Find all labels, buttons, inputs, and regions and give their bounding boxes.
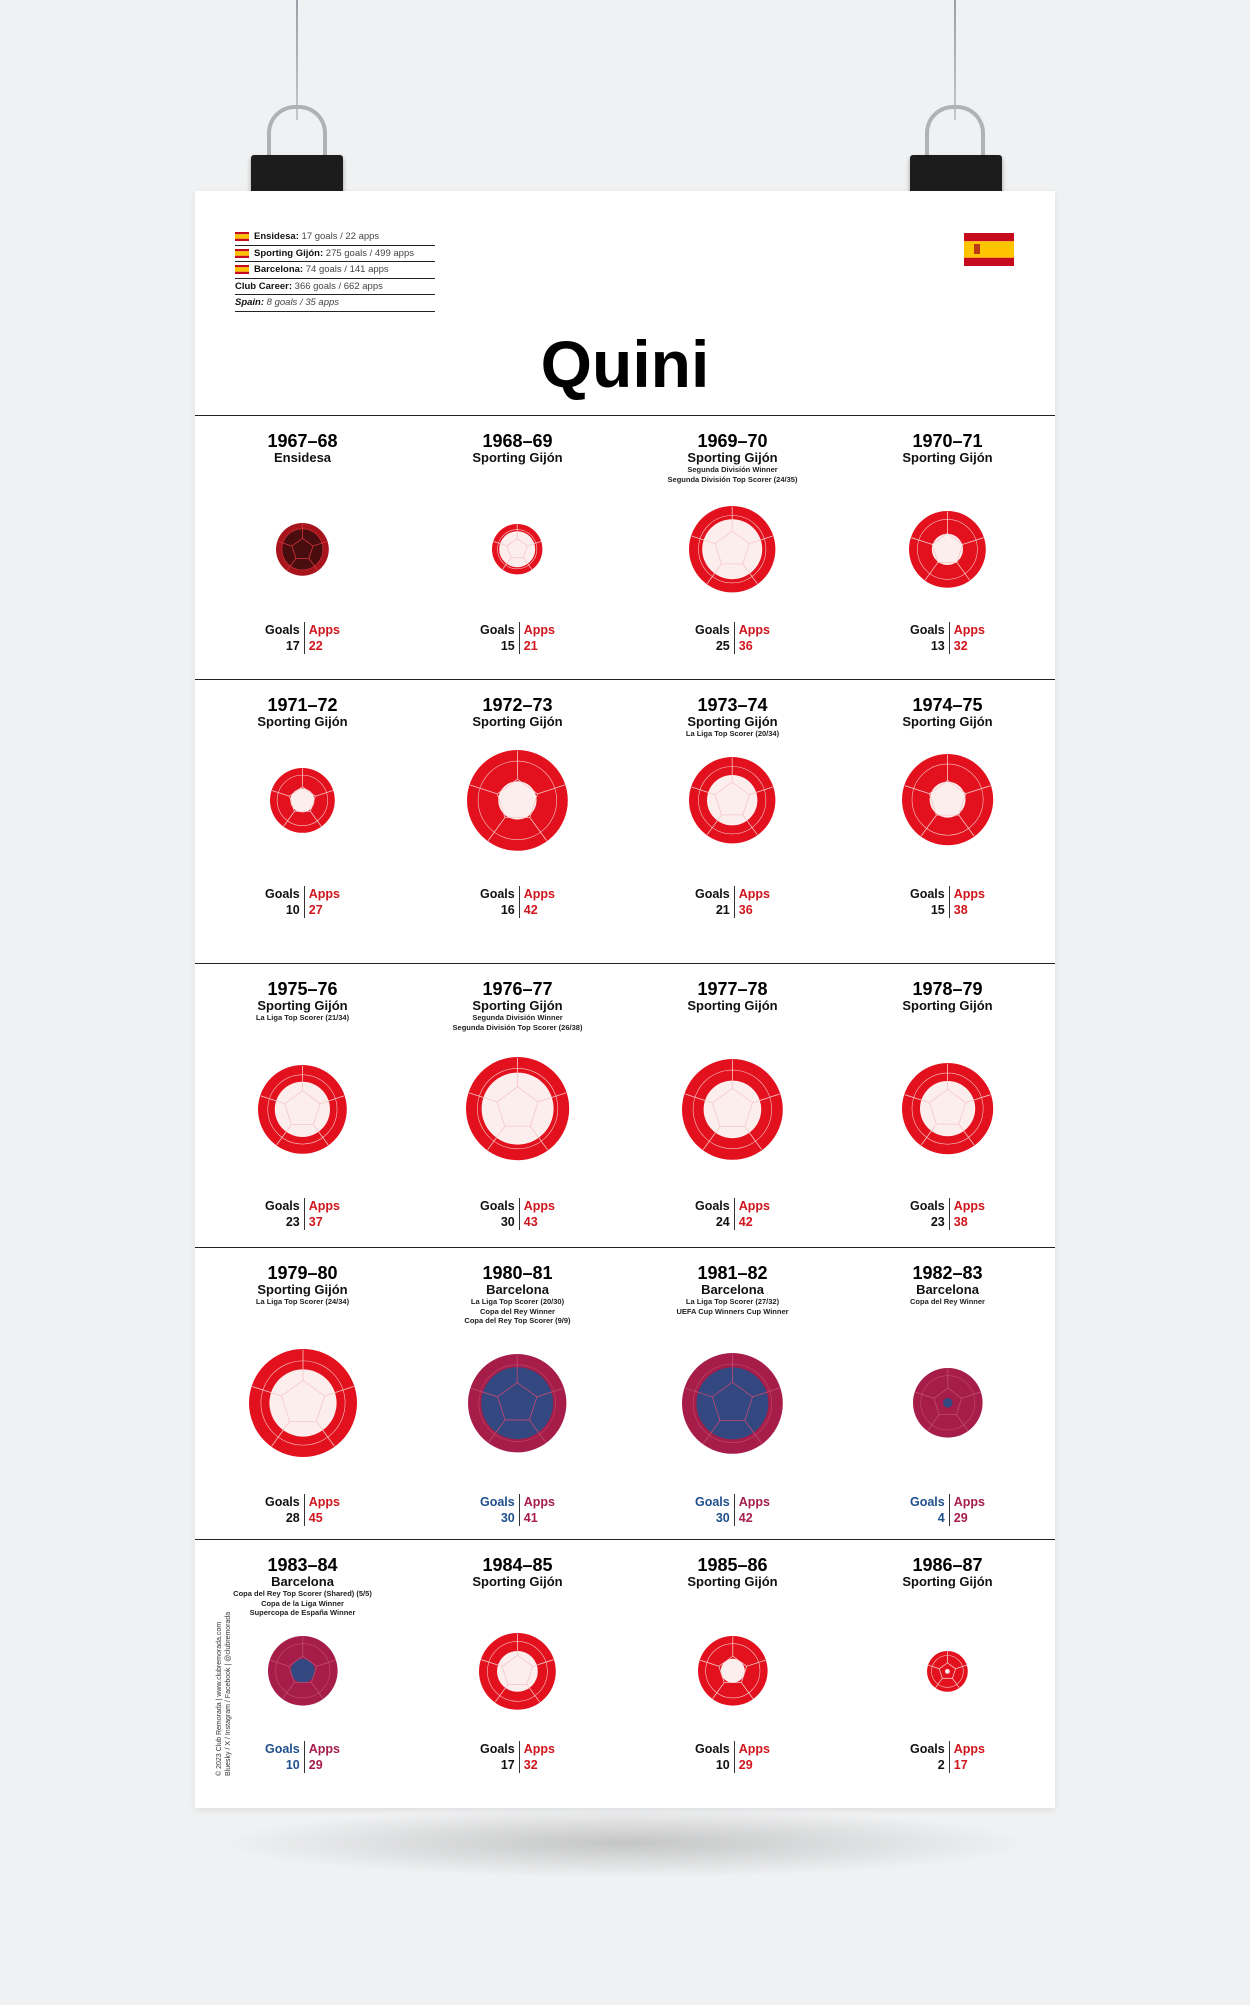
poster (195, 191, 1055, 1808)
apps-label: Apps (953, 1742, 985, 1756)
football-icon (256, 1063, 349, 1156)
apps-label: Apps (523, 1199, 555, 1213)
goals-value: 30 (500, 1511, 515, 1525)
club-name: Sporting Gijón (472, 714, 563, 729)
season-stats (840, 886, 1055, 918)
career-club: Sporting Gijón: (254, 247, 324, 259)
season-card (840, 680, 1055, 963)
career-text (254, 231, 379, 242)
apps-column (950, 1494, 985, 1526)
season-label: 1980–81 (482, 1263, 553, 1283)
season-label: 1974–75 (912, 695, 983, 715)
apps-column (735, 1494, 770, 1526)
goals-column (480, 1741, 520, 1773)
ball-graphic (840, 752, 1055, 847)
goals-circle (497, 1651, 538, 1692)
season-card (840, 416, 1055, 679)
apps-column (950, 1198, 985, 1230)
apps-value: 36 (738, 903, 753, 917)
apps-value: 37 (308, 1215, 323, 1229)
honour-text: La Liga Top Scorer (20/34) (685, 729, 780, 738)
season-label: 1978–79 (912, 979, 983, 999)
ball-graphic (410, 748, 625, 853)
season-card (195, 964, 410, 1247)
apps-label: Apps (738, 1742, 770, 1756)
apps-label: Apps (953, 1199, 985, 1213)
goals-column (910, 1494, 950, 1526)
honour-text: Segunda División Winner (472, 1013, 563, 1022)
goals-column (695, 1494, 735, 1526)
spain-flag-mini-icon (235, 265, 249, 274)
goals-value: 30 (715, 1511, 730, 1525)
football-icon (907, 509, 988, 590)
football-icon (477, 1631, 558, 1712)
goals-column (695, 886, 735, 918)
season-label: 1982–83 (912, 1263, 983, 1283)
apps-label: Apps (738, 1495, 770, 1509)
apps-label: Apps (738, 623, 770, 637)
spain-flag-mini-icon (235, 249, 249, 258)
season-card (625, 680, 840, 963)
season-card (840, 1248, 1055, 1539)
ball-graphic (840, 1366, 1055, 1440)
goals-value: 10 (715, 1758, 730, 1772)
season-card (625, 1540, 840, 1840)
season-stats (195, 622, 410, 654)
apps-label: Apps (738, 1199, 770, 1213)
apps-value: 29 (308, 1758, 323, 1772)
season-label: 1967–68 (267, 431, 338, 451)
goals-circle (290, 788, 314, 812)
football-icon (466, 1352, 568, 1454)
honour-text: Copa del Rey Winner (910, 1297, 985, 1306)
goals-column (480, 622, 520, 654)
career-club: Barcelona: (254, 264, 304, 276)
club-name: Ensidesa (273, 450, 332, 465)
apps-label: Apps (308, 1495, 340, 1509)
season-label: 1981–82 (697, 1263, 768, 1283)
apps-column (950, 1741, 985, 1773)
apps-value: 41 (523, 1511, 538, 1525)
season-stats (410, 1198, 625, 1230)
season-grid (195, 415, 1055, 1840)
club-name: Sporting Gijón (902, 1574, 993, 1589)
goals-label: Goals (910, 1495, 945, 1509)
season-card (410, 1540, 625, 1840)
ball-graphic (410, 1352, 625, 1454)
hanging-wire-right (954, 0, 956, 120)
season-card (410, 680, 625, 963)
apps-value: 27 (308, 903, 323, 917)
goals-column (910, 622, 950, 654)
goals-label: Goals (695, 1199, 730, 1213)
football-icon (268, 766, 337, 835)
club-name: Sporting Gijón (687, 998, 778, 1013)
player-name-title: Quini (540, 327, 710, 401)
season-card (195, 1248, 410, 1539)
apps-label: Apps (953, 887, 985, 901)
season-card (410, 964, 625, 1247)
goals-label: Goals (910, 1742, 945, 1756)
football-icon (274, 521, 331, 578)
season-card (195, 680, 410, 963)
honour-text: La Liga Top Scorer (20/30) (470, 1297, 565, 1306)
club-name: Barcelona (701, 1282, 764, 1297)
career-stats: 17 goals / 22 apps (301, 231, 380, 243)
football-icon (900, 1061, 995, 1156)
season-stats (195, 1494, 410, 1526)
season-label: 1970–71 (912, 431, 983, 451)
goals-value: 24 (715, 1215, 730, 1229)
football-icon (911, 1366, 985, 1440)
apps-column (520, 1198, 555, 1230)
season-stats (195, 1198, 410, 1230)
career-stats: 8 goals / 35 apps (266, 297, 340, 309)
goals-label: Goals (910, 1199, 945, 1213)
goals-value: 4 (937, 1511, 945, 1525)
apps-label: Apps (308, 623, 340, 637)
season-stats (410, 622, 625, 654)
apps-column (305, 886, 340, 918)
club-name: Barcelona (271, 1574, 334, 1589)
club-name: Sporting Gijón (902, 450, 993, 465)
apps-value: 38 (953, 903, 968, 917)
honour-text: Copa del Rey Winner (480, 1306, 555, 1316)
apps-column (520, 622, 555, 654)
goals-label: Goals (695, 887, 730, 901)
apps-value: 42 (738, 1511, 753, 1525)
club-name: Barcelona (486, 1282, 549, 1297)
goals-label: Goals (480, 887, 515, 901)
season-label: 1986–87 (912, 1555, 983, 1575)
spain-flag-mini-icon (235, 232, 249, 241)
season-label: 1975–76 (267, 979, 338, 999)
apps-column (520, 1741, 555, 1773)
career-stats: 74 goals / 141 apps (305, 264, 389, 276)
honour-text: Copa del Rey Top Scorer (9/9) (464, 1316, 571, 1325)
career-summary (235, 229, 435, 312)
goals-value: 25 (715, 639, 730, 653)
goals-column (265, 622, 305, 654)
season-row (195, 1539, 1055, 1840)
apps-column (520, 886, 555, 918)
goals-circle (704, 1080, 762, 1138)
goals-column (910, 1198, 950, 1230)
football-icon (464, 1055, 571, 1162)
ball-graphic (410, 1055, 625, 1162)
football-icon (696, 1634, 770, 1708)
club-name: Sporting Gijón (472, 1574, 563, 1589)
season-label: 1969–70 (697, 431, 768, 451)
goals-label: Goals (910, 887, 945, 901)
goals-label: Goals (480, 1199, 515, 1213)
football-icon (687, 504, 777, 594)
credits-line-1: © 2023 Club Remorada | www.clubremorada.com (216, 1621, 223, 1776)
apps-value: 45 (308, 1511, 323, 1525)
goals-column (480, 1494, 520, 1526)
honour-text: UEFA Cup Winners Cup Winner (676, 1306, 789, 1316)
club-name: Sporting Gijón (257, 1282, 348, 1297)
club-name: Sporting Gijón (687, 450, 778, 465)
season-label: 1973–74 (697, 695, 768, 715)
credits-line-2: Bluesky / X / Instagram / Facebook | @clubremorada (225, 1611, 232, 1776)
career-row (235, 279, 435, 296)
season-label: 1979–80 (267, 1263, 338, 1283)
career-row (235, 262, 435, 279)
apps-label: Apps (523, 887, 555, 901)
apps-label: Apps (953, 1495, 985, 1509)
club-name: Sporting Gijón (687, 1574, 778, 1589)
ball-graphic (625, 755, 840, 845)
honour-text: Segunda División Top Scorer (26/38) (452, 1022, 583, 1032)
goals-column (265, 1494, 305, 1526)
apps-value: 38 (953, 1215, 968, 1229)
honour-text: Supercopa de España Winner (249, 1608, 356, 1617)
season-row (195, 679, 1055, 963)
ball-graphic (410, 522, 625, 576)
season-card (840, 1540, 1055, 1840)
apps-value: 42 (738, 1215, 753, 1229)
season-stats (625, 1198, 840, 1230)
club-name: Sporting Gijón (902, 998, 993, 1013)
apps-value: 32 (953, 639, 968, 653)
honour-text: La Liga Top Scorer (27/32) (685, 1297, 780, 1306)
honour-text: La Liga Top Scorer (24/34) (255, 1297, 350, 1306)
goals-value: 2 (937, 1758, 945, 1772)
club-name: Sporting Gijón (472, 450, 563, 465)
season-stats (625, 1741, 840, 1773)
ball-graphic (410, 1631, 625, 1712)
apps-column (305, 622, 340, 654)
football-icon (247, 1347, 359, 1459)
season-card (410, 416, 625, 679)
apps-value: 21 (523, 639, 538, 653)
goals-value: 10 (285, 903, 300, 917)
season-card (625, 416, 840, 679)
club-name: Sporting Gijón (257, 714, 348, 729)
season-stats (840, 1741, 1055, 1773)
season-label: 1968–69 (482, 431, 553, 451)
football-icon (680, 1351, 785, 1456)
goals-label: Goals (480, 1742, 515, 1756)
football-icon (266, 1634, 340, 1708)
apps-column (735, 886, 770, 918)
goals-value: 23 (930, 1215, 945, 1229)
season-label: 1977–78 (697, 979, 768, 999)
season-row (195, 1247, 1055, 1539)
season-card (840, 964, 1055, 1247)
credits (215, 1612, 233, 1776)
apps-value: 29 (953, 1511, 968, 1525)
goals-label: Goals (265, 1199, 300, 1213)
season-label: 1985–86 (697, 1555, 768, 1575)
goals-circle (932, 533, 963, 564)
season-stats (410, 1741, 625, 1773)
club-name: Sporting Gijón (902, 714, 993, 729)
goals-value: 15 (500, 639, 515, 653)
apps-value: 22 (308, 639, 323, 653)
season-card (625, 964, 840, 1247)
goals-circle (943, 1398, 953, 1408)
apps-column (305, 1198, 340, 1230)
goals-label: Goals (265, 887, 300, 901)
apps-label: Apps (523, 623, 555, 637)
career-club: Spain: (235, 297, 265, 309)
season-card (410, 1248, 625, 1539)
goals-column (265, 1198, 305, 1230)
goals-value: 15 (930, 903, 945, 917)
goals-label: Goals (480, 623, 515, 637)
goals-label: Goals (695, 1742, 730, 1756)
ball-graphic (195, 1063, 410, 1156)
goals-label: Goals (265, 1742, 300, 1756)
club-name: Sporting Gijón (257, 998, 348, 1013)
season-label: 1984–85 (482, 1555, 553, 1575)
ball-graphic (625, 1351, 840, 1456)
apps-column (520, 1494, 555, 1526)
honour-text: Copa de la Liga Winner (261, 1598, 344, 1608)
apps-label: Apps (308, 1199, 340, 1213)
season-stats (840, 1198, 1055, 1230)
apps-column (950, 886, 985, 918)
goals-value: 17 (285, 639, 300, 653)
goals-label: Goals (695, 623, 730, 637)
football-icon (465, 748, 570, 853)
career-stats: 366 goals / 662 apps (294, 280, 383, 292)
goals-value: 23 (285, 1215, 300, 1229)
apps-label: Apps (308, 887, 340, 901)
season-stats (195, 886, 410, 918)
ball-graphic (840, 1061, 1055, 1156)
ball-graphic (195, 766, 410, 835)
goals-value: 30 (500, 1215, 515, 1229)
career-club: Ensidesa: (254, 231, 299, 243)
season-card (625, 1248, 840, 1539)
goals-label: Goals (480, 1495, 515, 1509)
ball-graphic (840, 1649, 1055, 1694)
season-label: 1972–73 (482, 695, 553, 715)
apps-value: 32 (523, 1758, 538, 1772)
honour-text: Copa del Rey Top Scorer (Shared) (5/5) (233, 1589, 372, 1598)
goals-value: 16 (500, 903, 515, 917)
apps-column (735, 622, 770, 654)
football-icon (900, 752, 995, 847)
season-stats (840, 1494, 1055, 1526)
football-icon (680, 1057, 785, 1162)
apps-value: 29 (738, 1758, 753, 1772)
goals-label: Goals (910, 623, 945, 637)
club-name: Barcelona (916, 1282, 979, 1297)
goals-column (480, 1198, 520, 1230)
hanging-wire-left (296, 0, 298, 120)
season-label: 1983–84 (267, 1555, 338, 1575)
goals-label: Goals (695, 1495, 730, 1509)
season-row (195, 415, 1055, 679)
career-row (235, 229, 435, 246)
goals-column (695, 1198, 735, 1230)
ball-graphic (195, 521, 410, 578)
ball-graphic (195, 1347, 410, 1459)
career-text (235, 297, 339, 308)
goals-value: 17 (500, 1758, 515, 1772)
goals-value: 21 (715, 903, 730, 917)
ball-graphic (840, 509, 1055, 590)
club-name: Sporting Gijón (472, 998, 563, 1013)
ball-graphic (625, 1057, 840, 1162)
apps-column (735, 1741, 770, 1773)
goals-label: Goals (265, 623, 300, 637)
ball-graphic (625, 504, 840, 594)
season-stats (625, 622, 840, 654)
apps-column (950, 622, 985, 654)
goals-circle (945, 1669, 950, 1674)
goals-label: Goals (265, 1495, 300, 1509)
season-row (195, 963, 1055, 1247)
goals-column (265, 1741, 305, 1773)
spain-flag-icon (964, 233, 1014, 266)
goals-column (910, 886, 950, 918)
season-stats (840, 622, 1055, 654)
apps-column (305, 1494, 340, 1526)
goals-circle (707, 775, 757, 825)
career-row (235, 295, 435, 312)
apps-column (305, 1741, 340, 1773)
season-stats (410, 886, 625, 918)
goals-value: 28 (285, 1511, 300, 1525)
season-label: 1976–77 (482, 979, 553, 999)
goals-column (480, 886, 520, 918)
apps-label: Apps (953, 623, 985, 637)
ball-graphic (625, 1634, 840, 1708)
season-stats (625, 1494, 840, 1526)
apps-label: Apps (738, 887, 770, 901)
career-stats: 275 goals / 499 apps (325, 247, 414, 259)
apps-column (735, 1198, 770, 1230)
season-label: 1971–72 (267, 695, 338, 715)
apps-value: 43 (523, 1215, 538, 1229)
honour-text: Segunda División Winner (687, 465, 778, 474)
goals-column (695, 1741, 735, 1773)
goals-value: 13 (930, 639, 945, 653)
goals-column (265, 886, 305, 918)
apps-value: 36 (738, 639, 753, 653)
season-card (195, 416, 410, 679)
apps-value: 17 (953, 1758, 968, 1772)
career-text (235, 281, 383, 292)
season-stats (625, 886, 840, 918)
club-name: Sporting Gijón (687, 714, 778, 729)
football-icon (490, 522, 544, 576)
apps-value: 42 (523, 903, 538, 917)
apps-label: Apps (308, 1742, 340, 1756)
football-icon (925, 1649, 970, 1694)
goals-column (695, 622, 735, 654)
apps-label: Apps (523, 1495, 555, 1509)
career-row (235, 246, 435, 263)
career-text (254, 248, 414, 259)
apps-label: Apps (523, 1742, 555, 1756)
honour-text: Segunda División Top Scorer (24/35) (667, 474, 798, 484)
football-icon (687, 755, 777, 845)
honour-text: La Liga Top Scorer (21/34) (255, 1013, 350, 1022)
goals-column (910, 1741, 950, 1773)
goals-value: 10 (285, 1758, 300, 1772)
season-stats (410, 1494, 625, 1526)
career-club: Club Career: (235, 280, 293, 292)
career-text (254, 264, 389, 275)
